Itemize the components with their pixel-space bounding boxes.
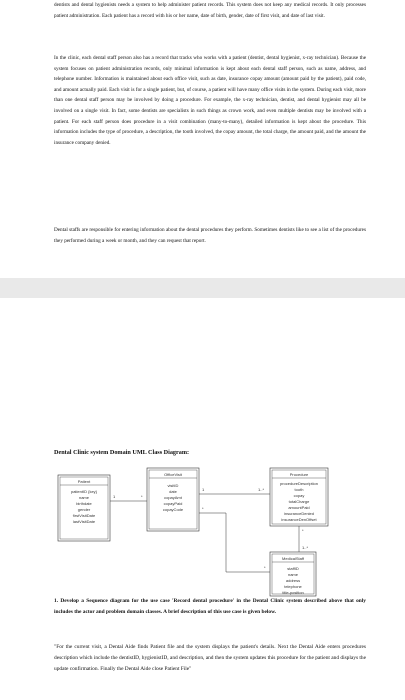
attr-office-visit-5: copayCode — [162, 507, 184, 512]
attr-patient-3: birthdate — [76, 501, 92, 506]
attr-procedure-1: procedureDescription — [279, 481, 319, 486]
attr-patient-6: lastVisitDate — [72, 519, 96, 524]
attr-patient-2: name — [78, 495, 90, 500]
class-name-office-visit: OfficeVisit — [164, 472, 182, 477]
attr-medical-staff-3: address — [285, 578, 301, 583]
document-page-1 — [0, 0, 405, 278]
attr-procedure-5: amountPaid — [288, 505, 310, 510]
attr-procedure-4: totalCharge — [288, 499, 310, 504]
attr-office-visit-1: visitID — [167, 483, 179, 488]
class-procedure — [270, 468, 328, 526]
attr-medical-staff-1: staffID — [287, 566, 299, 571]
multiplicity-label: * — [202, 506, 204, 511]
document-page-2 — [0, 298, 405, 700]
multiplicity-label: * — [141, 494, 143, 499]
attr-office-visit-4: copayPaid — [163, 501, 183, 506]
class-name-medical-staff: MedicalStaff — [282, 556, 304, 561]
class-medical-staff — [270, 552, 316, 596]
multiplicity-label: * — [264, 565, 266, 570]
question-heading: 1. Develop a Sequence diagram for the use case 'Record dental procedure' in the Dental Clinic system described above that only includes the actor and problem domain classes. A brief description of this use case is given below. — [54, 598, 366, 615]
class-name-procedure: Procedure — [289, 472, 309, 477]
attr-patient-4: gender — [77, 507, 91, 512]
attr-office-visit-3: copayAmt — [164, 495, 182, 500]
multiplicity-label: 1..* — [258, 487, 265, 492]
multiplicity-label: 1..* — [302, 545, 309, 550]
use-case-description: "For the current visit, a Dental Aide finds Patient file and the system displays the patient's details. Next the Dental Aide enters procedures description which include the dentistID, hygienistID, and description, and then the system updates this procedure for the patient and displays the update confirmation. Finally the Dental Aide close Patient File" — [54, 644, 366, 672]
attr-medical-staff-4: telephone — [284, 584, 302, 589]
class-office-visit — [147, 468, 199, 531]
attr-office-visit-2: date — [169, 489, 177, 494]
attr-medical-staff-5: title-position — [282, 590, 304, 595]
paragraph-staff: In the clinic, each dental staff person also has a record that tracks who works with a patient (dentist, dental hygienist, x-ray technician). Because the system focuses on patient administration records, only minimal information is kept about each dental staff person, such as name, address, and telephone number. Information is maintained about each office visit, such as date, insurance copay amount (amount paid by the patient), paid code, and amount actually paid. Each visit is for a single patient, but, of course, a patient will have many office visits in the system. During each visit, more than one dental staff person may be involved by doing a procedure. For example, the x-ray technician, dentist, and dental hygienist may all be involved on a single visit. In fact, some dentists are specialists in such things as crown work, and even multiple dentists may be involved with a patient. For each staff person does procedure in a visit combination (many-to-many), detailed information is kept about the procedure. This information includes the type of procedure, a description, the tooth involved, the copay amount, the total charge, the amount paid, and the amount the insurance company denied. — [54, 55, 366, 146]
diagram-title: Dental Clinic system Domain UML Class Diagram: — [54, 449, 190, 456]
association-visit-staff — [199, 513, 270, 572]
attr-procedure-2: tooth — [294, 487, 304, 492]
multiplicity-label: 1 — [113, 494, 116, 499]
class-patient — [58, 475, 110, 541]
attr-patient-1: patientID {key} — [70, 489, 98, 494]
attr-procedure-6: insuranceDenied — [283, 511, 315, 516]
paragraph-intro: dentists and dental hygienists needs a system to help administer patient records. This system does not keep any medical records. It only processes patient administration. Each patient has a record with his or her name, date of birth, gender, date of first visit, and date of last visit. — [54, 2, 366, 19]
class-name-patient: Patient — [77, 479, 91, 484]
attr-medical-staff-2: name — [287, 572, 299, 577]
attr-patient-5: firstVisitDate — [72, 513, 96, 518]
attr-procedure-7: insuranceDenOffset — [281, 517, 317, 522]
multiplicity-label: 1 — [202, 487, 205, 492]
attr-procedure-3: copay — [293, 493, 305, 498]
paragraph-responsibilities: Dental staffs are responsible for entering information about the dental procedures they perform. Sometimes dentists like to see a list of the procedures they performed during a week or month, and they can request that report. — [54, 227, 366, 244]
uml-class-diagram — [0, 298, 405, 598]
multiplicity-label: * — [302, 528, 304, 533]
